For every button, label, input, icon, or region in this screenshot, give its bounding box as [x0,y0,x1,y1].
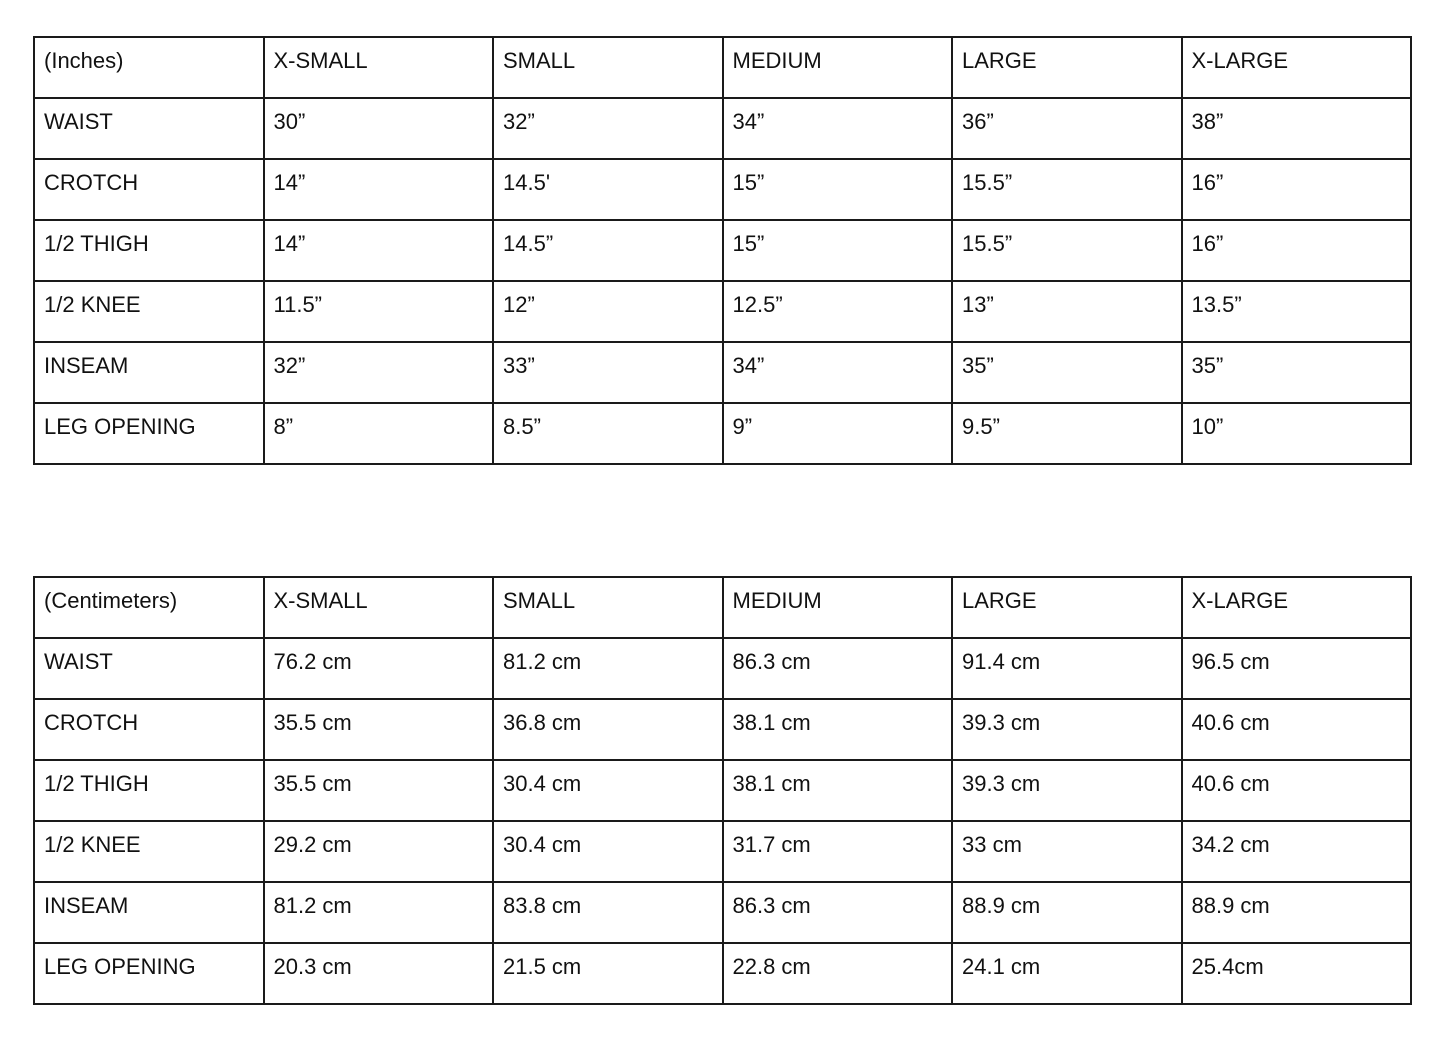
table-row-leg-opening [34,403,1411,464]
table-row-waist [34,98,1411,159]
table-cell: 34” [723,342,953,403]
table-cell: 8.5” [493,403,723,464]
table-cell: 32” [264,342,494,403]
table-cell: 34” [723,98,953,159]
header-cell-large: LARGE [952,37,1182,98]
table-cell: 30.4 cm [493,760,723,821]
table-cell: 24.1 cm [952,943,1182,1004]
table-cell: 13.5” [1182,281,1412,342]
table-cell: 20.3 cm [264,943,494,1004]
table-cell: 39.3 cm [952,760,1182,821]
header-cell-small: SMALL [493,577,723,638]
table-cell: 10” [1182,403,1412,464]
table-cell: 30” [264,98,494,159]
table-cell: 29.2 cm [264,821,494,882]
header-cell-small: SMALL [493,37,723,98]
table-cell: 86.3 cm [723,882,953,943]
table-cell: 15.5” [952,159,1182,220]
table-cell: 9” [723,403,953,464]
table-cell: 15” [723,159,953,220]
table-cell: 32” [493,98,723,159]
table-cell: 22.8 cm [723,943,953,1004]
row-label-cell: 1/2 KNEE [34,821,264,882]
table-cell: 16” [1182,159,1412,220]
header-cell-unit: (Centimeters) [34,577,264,638]
table-row-waist [34,638,1411,699]
table-cell: 96.5 cm [1182,638,1412,699]
table-cell: 14” [264,159,494,220]
table-cell: 38” [1182,98,1412,159]
table-cell: 14” [264,220,494,281]
table-cell: 16” [1182,220,1412,281]
table-header-row [34,37,1411,98]
table-row-inseam [34,342,1411,403]
table-cell: 11.5” [264,281,494,342]
table-cell: 76.2 cm [264,638,494,699]
table-cell: 40.6 cm [1182,699,1412,760]
table-header-row [34,577,1411,638]
table-cell: 15” [723,220,953,281]
table-cell: 81.2 cm [493,638,723,699]
table-cell: 40.6 cm [1182,760,1412,821]
table-cell: 33” [493,342,723,403]
table-cell: 13” [952,281,1182,342]
row-label-cell: 1/2 KNEE [34,281,264,342]
table-cell: 35.5 cm [264,699,494,760]
table-cell: 91.4 cm [952,638,1182,699]
table-cell: 88.9 cm [1182,882,1412,943]
header-cell-x-large: X-LARGE [1182,577,1412,638]
row-label-cell: INSEAM [34,342,264,403]
table-cell: 12” [493,281,723,342]
table-cell: 8” [264,403,494,464]
header-cell-unit: (Inches) [34,37,264,98]
table-row-half-thigh [34,220,1411,281]
table-cell: 15.5” [952,220,1182,281]
header-cell-medium: MEDIUM [723,37,953,98]
table-cell: 21.5 cm [493,943,723,1004]
header-cell-large: LARGE [952,577,1182,638]
row-label-cell: WAIST [34,98,264,159]
table-cell: 25.4cm [1182,943,1412,1004]
table-cell: 31.7 cm [723,821,953,882]
inches-size-table [33,36,1412,465]
centimeters-size-table [33,576,1412,1005]
table-row-crotch [34,159,1411,220]
table-cell: 12.5” [723,281,953,342]
table-cell: 81.2 cm [264,882,494,943]
header-cell-medium: MEDIUM [723,577,953,638]
row-label-cell: LEG OPENING [34,943,264,1004]
table-cell: 83.8 cm [493,882,723,943]
table-cell: 88.9 cm [952,882,1182,943]
header-cell-x-large: X-LARGE [1182,37,1412,98]
row-label-cell: CROTCH [34,699,264,760]
table-cell: 38.1 cm [723,699,953,760]
table-row-crotch [34,699,1411,760]
table-row-inseam [34,882,1411,943]
table-cell: 33 cm [952,821,1182,882]
row-label-cell: 1/2 THIGH [34,220,264,281]
row-label-cell: CROTCH [34,159,264,220]
table-cell: 34.2 cm [1182,821,1412,882]
table-cell: 30.4 cm [493,821,723,882]
table-row-half-thigh [34,760,1411,821]
row-label-cell: 1/2 THIGH [34,760,264,821]
table-cell: 86.3 cm [723,638,953,699]
table-cell: 35.5 cm [264,760,494,821]
row-label-cell: WAIST [34,638,264,699]
table-cell: 39.3 cm [952,699,1182,760]
table-cell: 14.5” [493,220,723,281]
table-cell: 35” [952,342,1182,403]
table-row-half-knee [34,281,1411,342]
row-label-cell: LEG OPENING [34,403,264,464]
table-cell: 38.1 cm [723,760,953,821]
table-cell: 35” [1182,342,1412,403]
table-row-leg-opening [34,943,1411,1004]
table-cell: 36.8 cm [493,699,723,760]
row-label-cell: INSEAM [34,882,264,943]
header-cell-x-small: X-SMALL [264,37,494,98]
table-cell: 9.5” [952,403,1182,464]
table-row-half-knee [34,821,1411,882]
table-cell: 36” [952,98,1182,159]
header-cell-x-small: X-SMALL [264,577,494,638]
table-cell: 14.5' [493,159,723,220]
